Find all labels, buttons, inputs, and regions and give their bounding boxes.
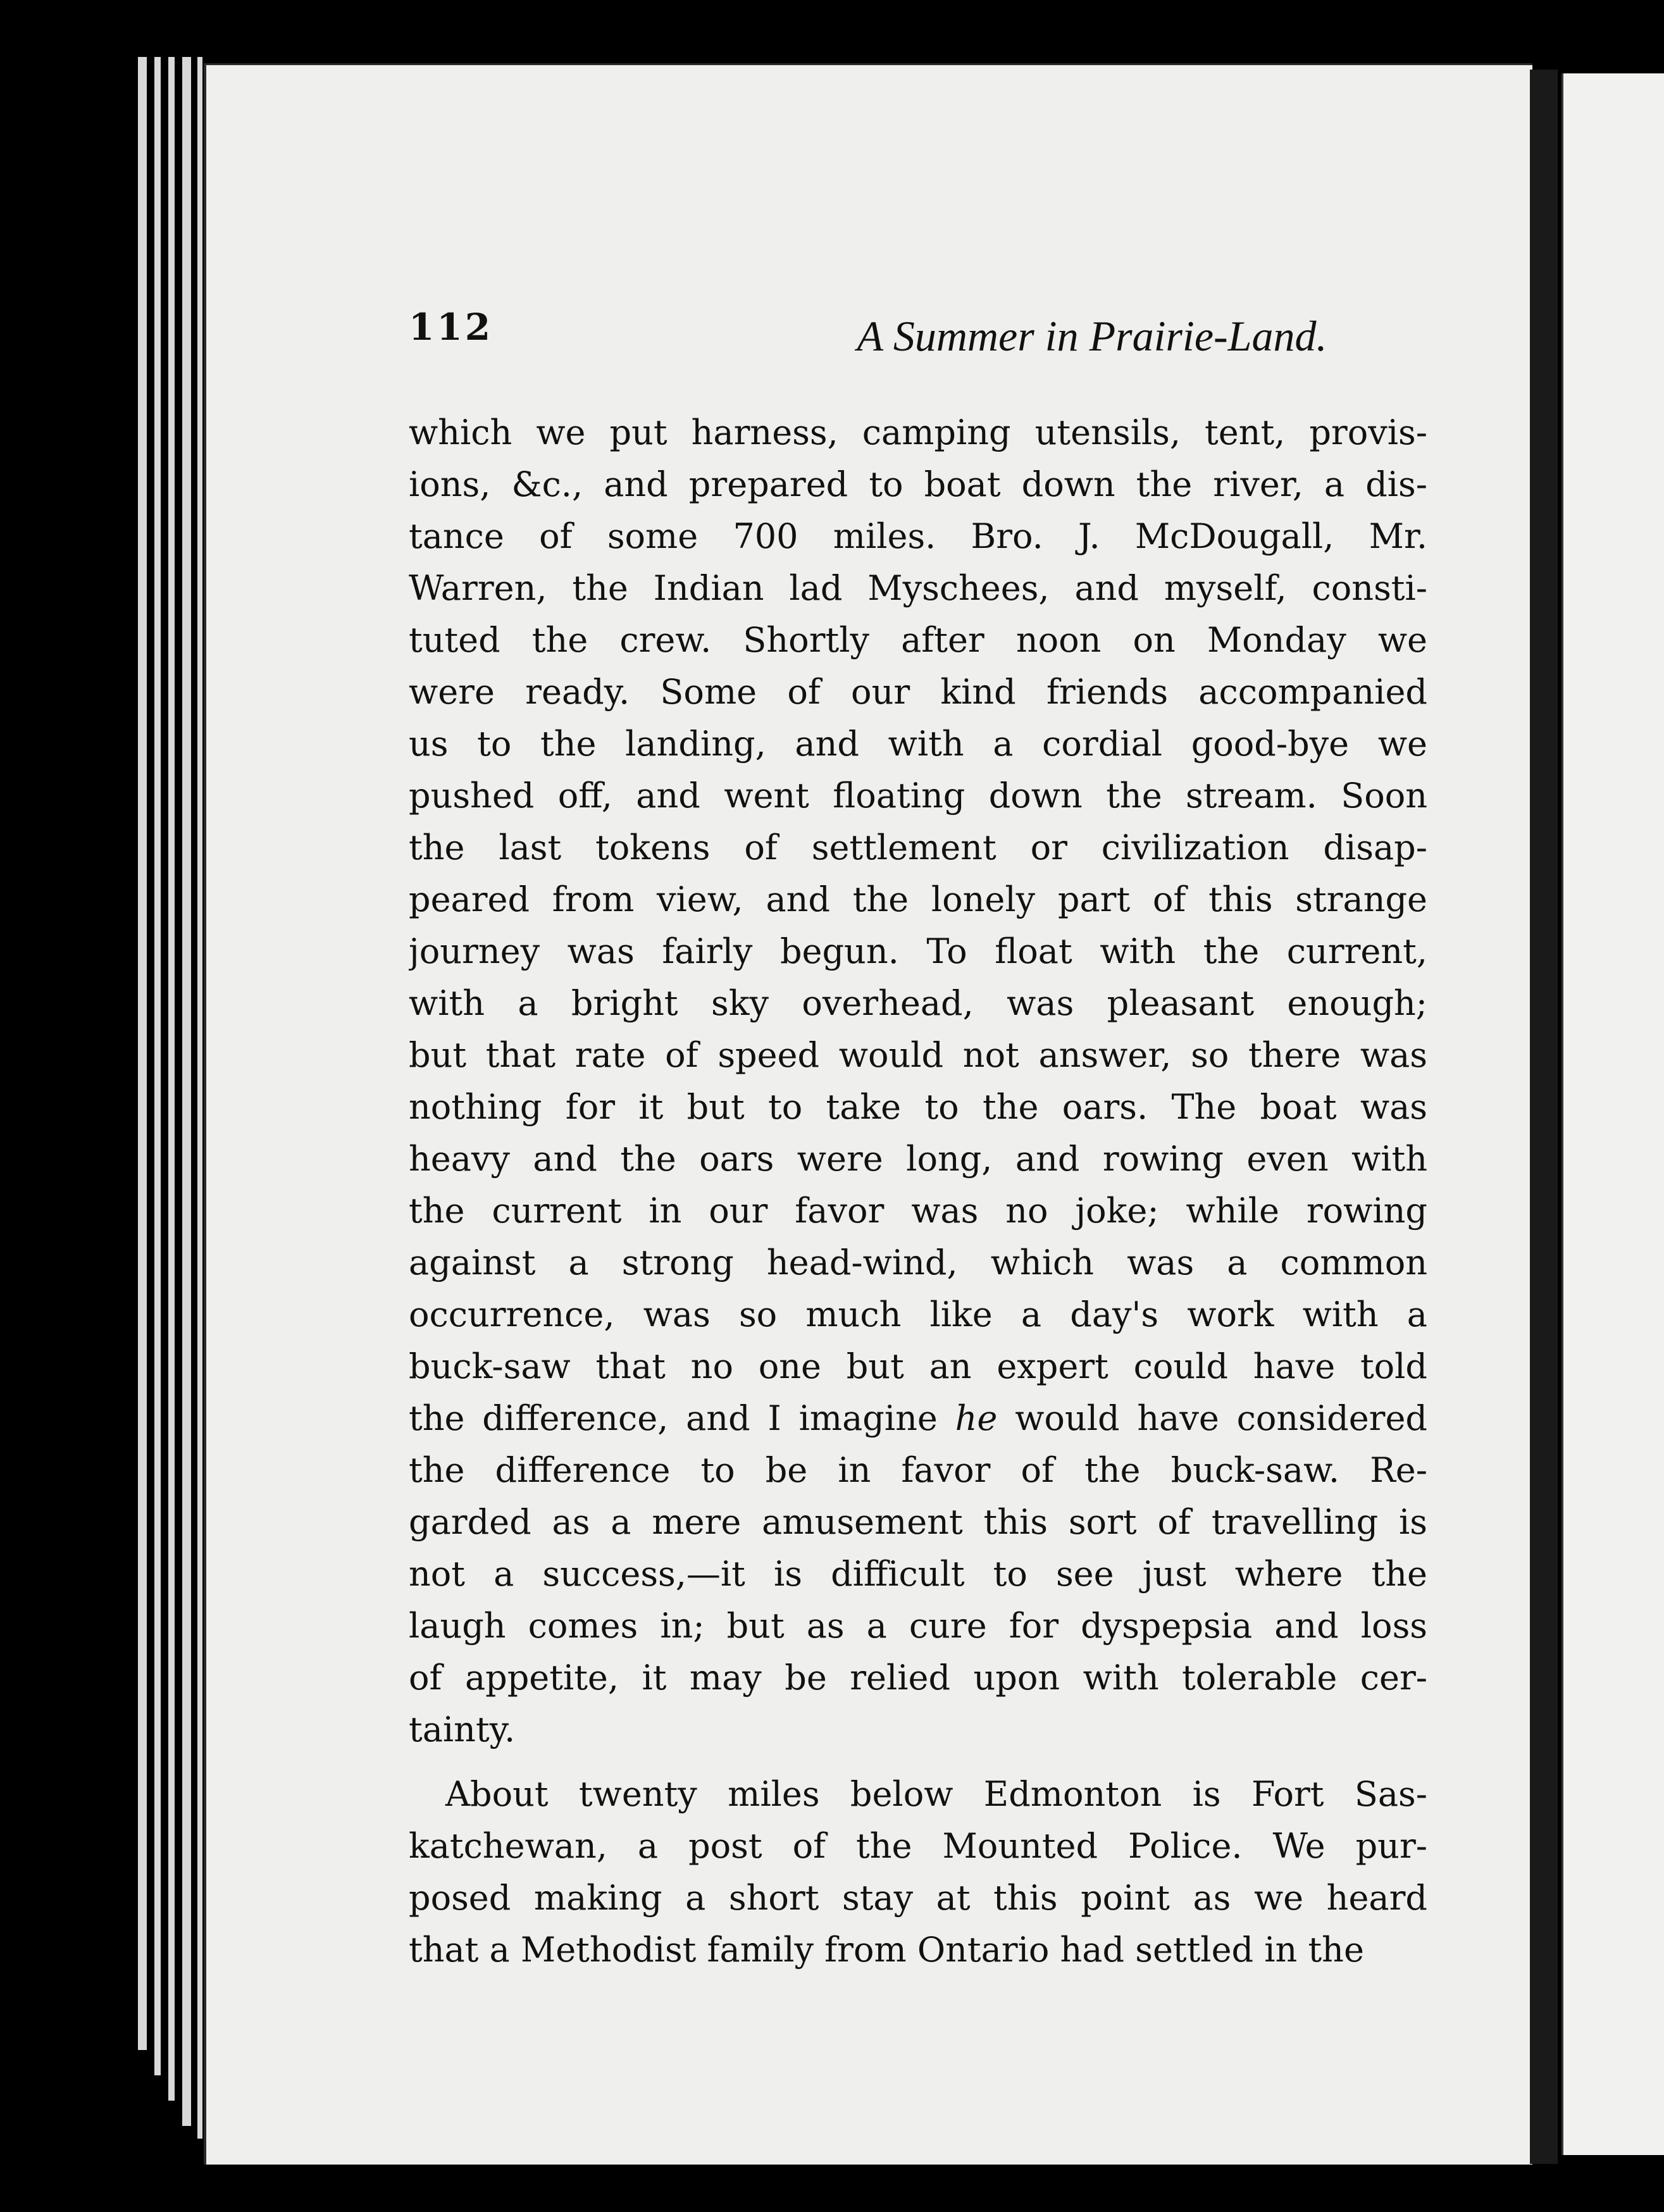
book-page <box>204 63 1532 2165</box>
text-line: buck-saw that no one but an expert could have told <box>409 1346 1427 1386</box>
page-edge <box>182 57 191 2126</box>
text-line: with a bright sky overhead, was pleasant enough; <box>409 983 1427 1023</box>
text-line: were ready. Some of our kind friends accompanied <box>409 672 1427 712</box>
text-line: tance of some 700 miles. Bro. J. McDougall, Mr. <box>409 516 1427 556</box>
text-line: nothing for it but to take to the oars. The boat was <box>409 1087 1427 1127</box>
paragraph <box>409 407 1427 1756</box>
page-edge <box>197 57 202 2139</box>
text-line: of appetite, it may be relied upon with tolerable cer- <box>409 1658 1427 1698</box>
paragraph <box>409 1768 1427 1976</box>
text-line: tuted the crew. Shortly after noon on Monday we <box>409 620 1427 660</box>
binding-gutter <box>1530 70 1558 2164</box>
text-line: the current in our favor was no joke; while rowing <box>409 1191 1427 1231</box>
text-line: garded as a mere amusement this sort of travelling is <box>409 1502 1427 1542</box>
text-line: but that rate of speed would not answer, so there was <box>409 1035 1427 1075</box>
text-line: the last tokens of settlement or civilization disap- <box>409 828 1427 867</box>
text-line: tainty. <box>409 1710 516 1749</box>
text-line: laugh comes in; but as a cure for dyspepsia and loss <box>409 1606 1427 1646</box>
text-line: pushed off, and went floating down the stream. Soon <box>409 776 1427 816</box>
text-line: About twenty miles below Edmonton is Fort Sas- <box>445 1774 1427 1814</box>
text-line: that a Methodist family from Ontario had settled in the <box>409 1930 1364 1970</box>
text-line: the difference, and I imagine he would have considered <box>409 1398 1427 1438</box>
running-title: A Summer in Prairie-Land. <box>857 312 1327 360</box>
text-line: against a strong head-wind, which was a common <box>409 1243 1427 1283</box>
text-line: Warren, the Indian lad Myschees, and myself, consti- <box>409 568 1427 608</box>
page-header <box>409 256 1484 360</box>
text-line: ions, &c., and prepared to boat down the river, a dis- <box>409 464 1427 504</box>
page-edge <box>154 57 161 2075</box>
page-edge <box>168 57 175 2101</box>
text-line: journey was fairly begun. To float with the current, <box>409 931 1427 971</box>
body-text <box>409 407 1427 1976</box>
text-line: occurrence, was so much like a day's work with a <box>409 1295 1427 1334</box>
page-number: 112 <box>409 306 494 349</box>
text-line: peared from view, and the lonely part of this strange <box>409 879 1427 919</box>
text-line: heavy and the oars were long, and rowing even with <box>409 1139 1427 1179</box>
page-edge <box>138 57 147 2050</box>
facing-page-edge <box>1562 73 1664 2155</box>
text-line: the difference to be in favor of the buck-saw. Re- <box>409 1450 1427 1490</box>
text-line: posed making a short stay at this point as we heard <box>409 1878 1427 1918</box>
text-line: not a success,—it is difficult to see just where the <box>409 1554 1427 1594</box>
text-line: us to the landing, and with a cordial good-bye we <box>409 724 1427 764</box>
text-line: katchewan, a post of the Mounted Police. We pur- <box>409 1826 1427 1866</box>
text-line: which we put harness, camping utensils, tent, provis- <box>409 413 1427 452</box>
